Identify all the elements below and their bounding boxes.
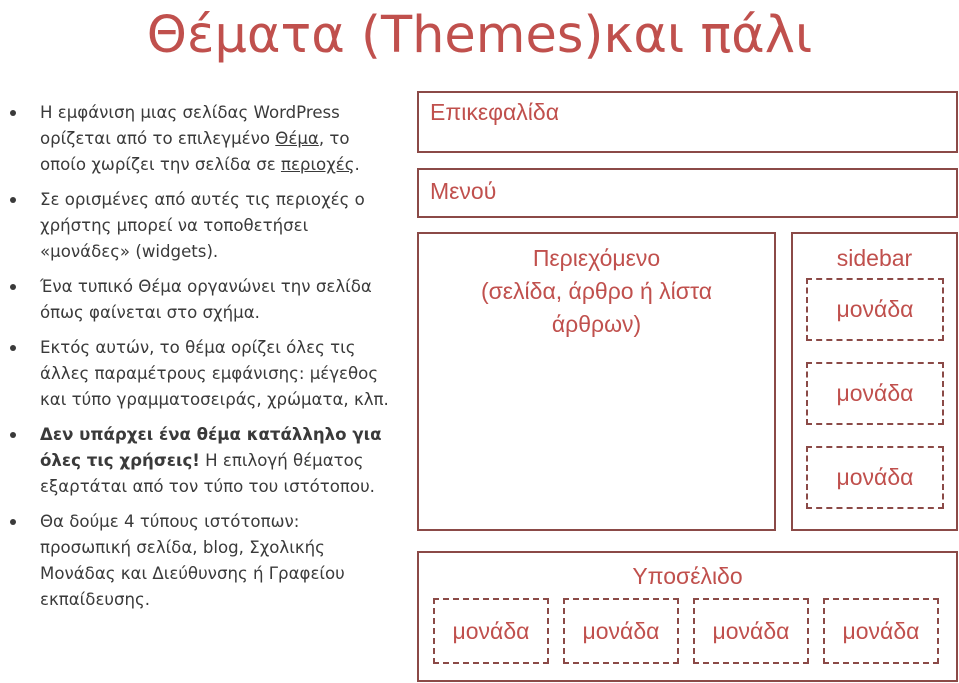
menu-region bbox=[417, 168, 958, 218]
bullet-text: Η επιλογή θέματος εξαρτάται από τον τύπο του ιστότοπου. bbox=[40, 451, 375, 496]
bullet-text: Εκτός αυτών, το θέμα ορίζει όλες τις άλλες παραμέτρους εμφάνισης: μέγεθος και τύπο γραμματοσειράς, χρώματα, κλπ. bbox=[40, 338, 389, 409]
sidebar-widget[interactable] bbox=[806, 362, 944, 425]
bullet-item bbox=[10, 100, 390, 178]
content-region bbox=[417, 232, 776, 531]
bullet-icon bbox=[10, 345, 16, 351]
bullet-item bbox=[10, 335, 390, 413]
bullet-text-bold: Δεν υπάρχει ένα θέμα κατάλληλο για όλες τις χρήσεις! bbox=[40, 425, 382, 470]
widget-label: μονάδα bbox=[836, 380, 914, 406]
widget-label: μονάδα bbox=[712, 617, 790, 644]
sidebar-label: sidebar bbox=[836, 245, 913, 271]
bullet-icon bbox=[10, 284, 16, 290]
widget-label: μονάδα bbox=[842, 617, 920, 644]
footer-widget[interactable] bbox=[433, 598, 549, 664]
slide-title: Θέματα (Themes)και πάλι bbox=[146, 6, 813, 65]
bullet-text: Σε ορισμένες από αυτές τις περιοχές ο χρήστης μπορεί να τοποθετήσει «μονάδες» (widgets). bbox=[40, 190, 365, 261]
bullet-text: Θα δούμε 4 τύπους ιστότοπων: προσωπική σελίδα, blog, Σχολικής Μονάδας και Διεύθυνσης ή Γραφείου εκπαίδευσης. bbox=[40, 512, 345, 609]
footer-label: Υποσέλιδο bbox=[632, 563, 743, 589]
content-label: Περιεχόμενο bbox=[532, 245, 661, 271]
theme-link[interactable]: Θέμα bbox=[275, 129, 319, 148]
widget-label: μονάδα bbox=[452, 617, 530, 644]
sidebar-widget[interactable] bbox=[806, 446, 944, 509]
header-label: Επικεφαλίδα bbox=[430, 99, 559, 125]
bullet-icon bbox=[10, 519, 16, 525]
bullet-item bbox=[10, 187, 390, 265]
footer-widget[interactable] bbox=[693, 598, 809, 664]
widget-label: μονάδα bbox=[582, 617, 660, 644]
menu-label: Μενού bbox=[430, 178, 497, 204]
bullet-text-mid: , το οποίο χωρίζει την σελίδα σε bbox=[40, 129, 350, 174]
bullet-text: Ένα τυπικό Θέμα οργανώνει την σελίδα όπως φαίνεται στο σχήμα. bbox=[40, 277, 372, 322]
bullet-item bbox=[10, 274, 390, 326]
bullet-item bbox=[10, 422, 390, 500]
bullet-icon bbox=[10, 432, 16, 438]
widget-label: μονάδα bbox=[836, 464, 914, 490]
bullet-icon bbox=[10, 110, 16, 116]
content-desc-line: άρθρων) bbox=[551, 311, 642, 337]
footer-widget[interactable] bbox=[563, 598, 679, 664]
bullet-icon bbox=[10, 197, 16, 203]
content-desc-line: (σελίδα, άρθρο ή λίστα bbox=[480, 278, 713, 304]
widget-label: μονάδα bbox=[836, 296, 914, 322]
bullet-item bbox=[10, 509, 390, 613]
bullet-text-post: . bbox=[354, 155, 360, 174]
regions-link[interactable]: περιοχές bbox=[280, 155, 355, 174]
bullet-list bbox=[10, 100, 390, 622]
bullet-text-pre: Η εμφάνιση μιας σελίδας WordPress ορίζεται από το επιλεγμένο bbox=[40, 103, 340, 148]
sidebar-widget[interactable] bbox=[806, 278, 944, 341]
footer-widget[interactable] bbox=[823, 598, 939, 664]
header-region bbox=[417, 91, 958, 153]
